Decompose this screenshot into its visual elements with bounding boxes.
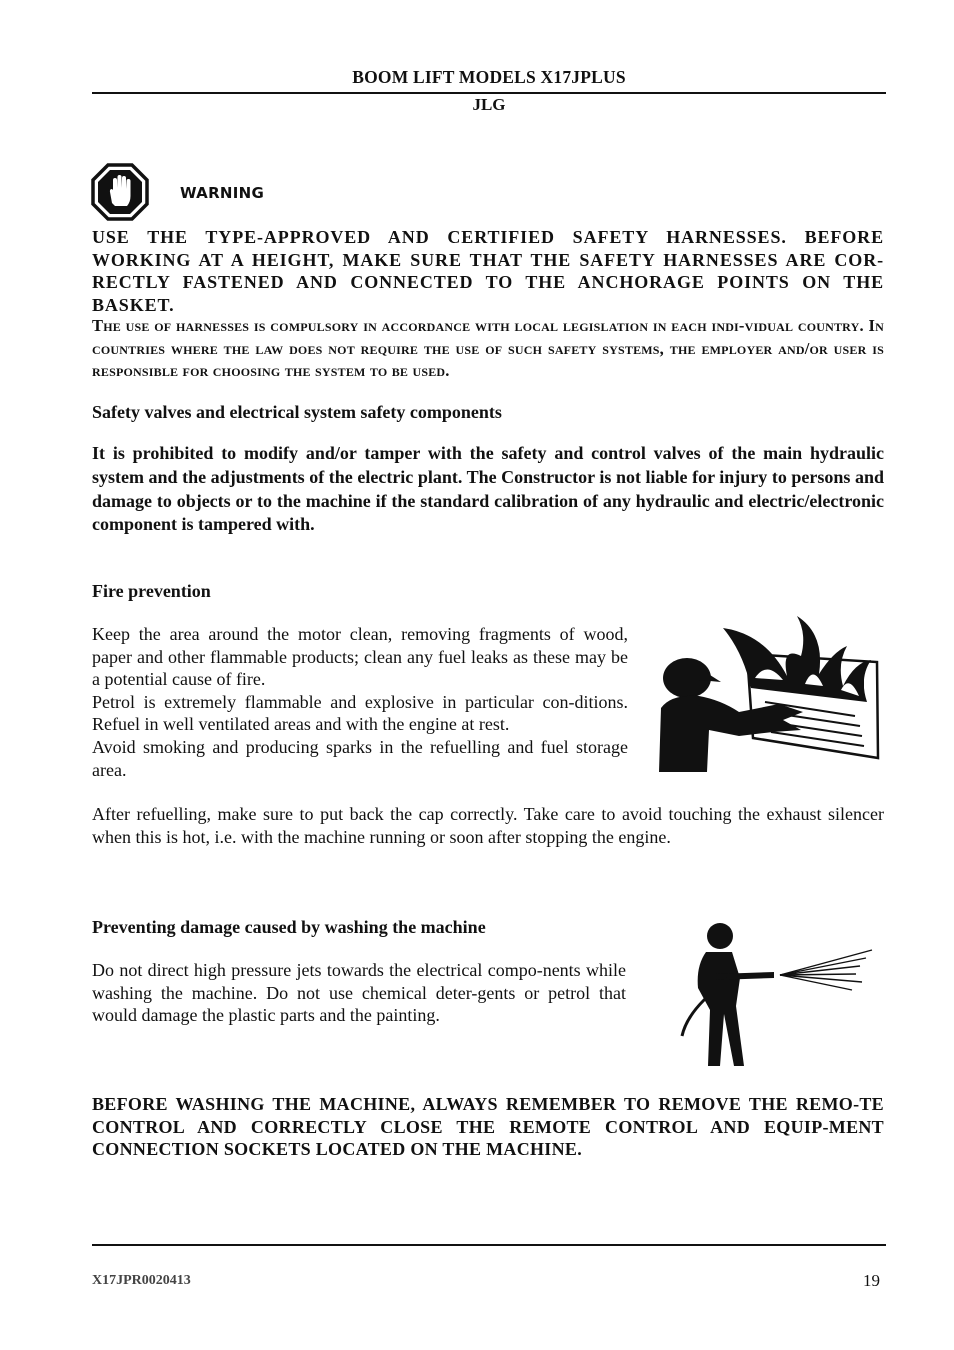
header-rule (92, 92, 886, 94)
warning-caps-text: USE THE TYPE-APPROVED AND CERTIFIED SAFETY HARNESSES. BEFORE WORKING AT A HEIGHT, MAKE SURE THAT THE SAFETY HARNESSES ARE COR-RECTLY FASTENED AND CONNECTED TO THE ANCHORAGE POINTS ON THE BASKET. (92, 227, 884, 315)
document-subtitle: JLG (472, 95, 506, 114)
warning-label: WARNING (180, 184, 265, 202)
fire-prevention-heading: Fire prevention (92, 581, 211, 601)
warning-small-caps-text: The use of harnesses is compulsory in accordance with local legislation in each indi-vidual country. In countries where the law does not require the use of such safety systems, the employer and/or user is responsible for choosing the system to be used. (92, 316, 884, 381)
fire-paragraph-2: Petrol is extremely flammable and explosive in particular con-ditions. Refuel in well ventilated areas and with the engine at rest. (92, 691, 628, 735)
washing-notice: BEFORE WASHING THE MACHINE, ALWAYS REMEMBER TO REMOVE THE REMO-TE CONTROL AND CORRECTLY CLOSE THE REMOTE CONTROL AND EQUIP-MENT CONNECTION SOCKETS LOCATED ON THE MACHINE. (92, 1094, 884, 1160)
fire-paragraph-1: Keep the area around the motor clean, removing fragments of wood, paper and other flammable products; clean any fuel leaks as these may be a potential cause of fire. (92, 624, 628, 690)
page-number: 19 (863, 1271, 880, 1290)
document-title: BOOM LIFT MODELS X17JPLUS (352, 67, 626, 87)
pressure-washer-icon (676, 918, 876, 1070)
document-code: X17JPR0020413 (92, 1273, 191, 1288)
fire-hazard-icon (655, 612, 880, 774)
washing-text: Do not direct high pressure jets towards the electrical compo-nents while washing the machine. Do not use chemical deter-gents or petrol that would damage the plastic parts and the painting. (92, 960, 626, 1026)
footer-rule (92, 1244, 886, 1246)
fire-paragraph-4: After refuelling, make sure to put back the cap correctly. Take care to avoid touching the exhaust silencer when this is hot, i.e. with the machine running or soon after stopping the engine. (92, 804, 884, 847)
stop-hand-icon (91, 163, 149, 221)
washing-heading: Preventing damage caused by washing the machine (92, 917, 486, 937)
safety-valves-text: It is prohibited to modify and/or tamper with the safety and control valves of the main hydraulic system and the adjustments of the electric plant. The Constructor is not liable for injury to persons and damage to objects or to the machine if the standard calibration of any hydraulic and electric/electronic component is tampered with. (92, 443, 884, 535)
fire-paragraph-3: Avoid smoking and producing sparks in the refuelling and fuel storage area. (92, 736, 628, 780)
safety-valves-heading: Safety valves and electrical system safety components (92, 402, 502, 422)
fire-paragraphs (92, 623, 628, 781)
